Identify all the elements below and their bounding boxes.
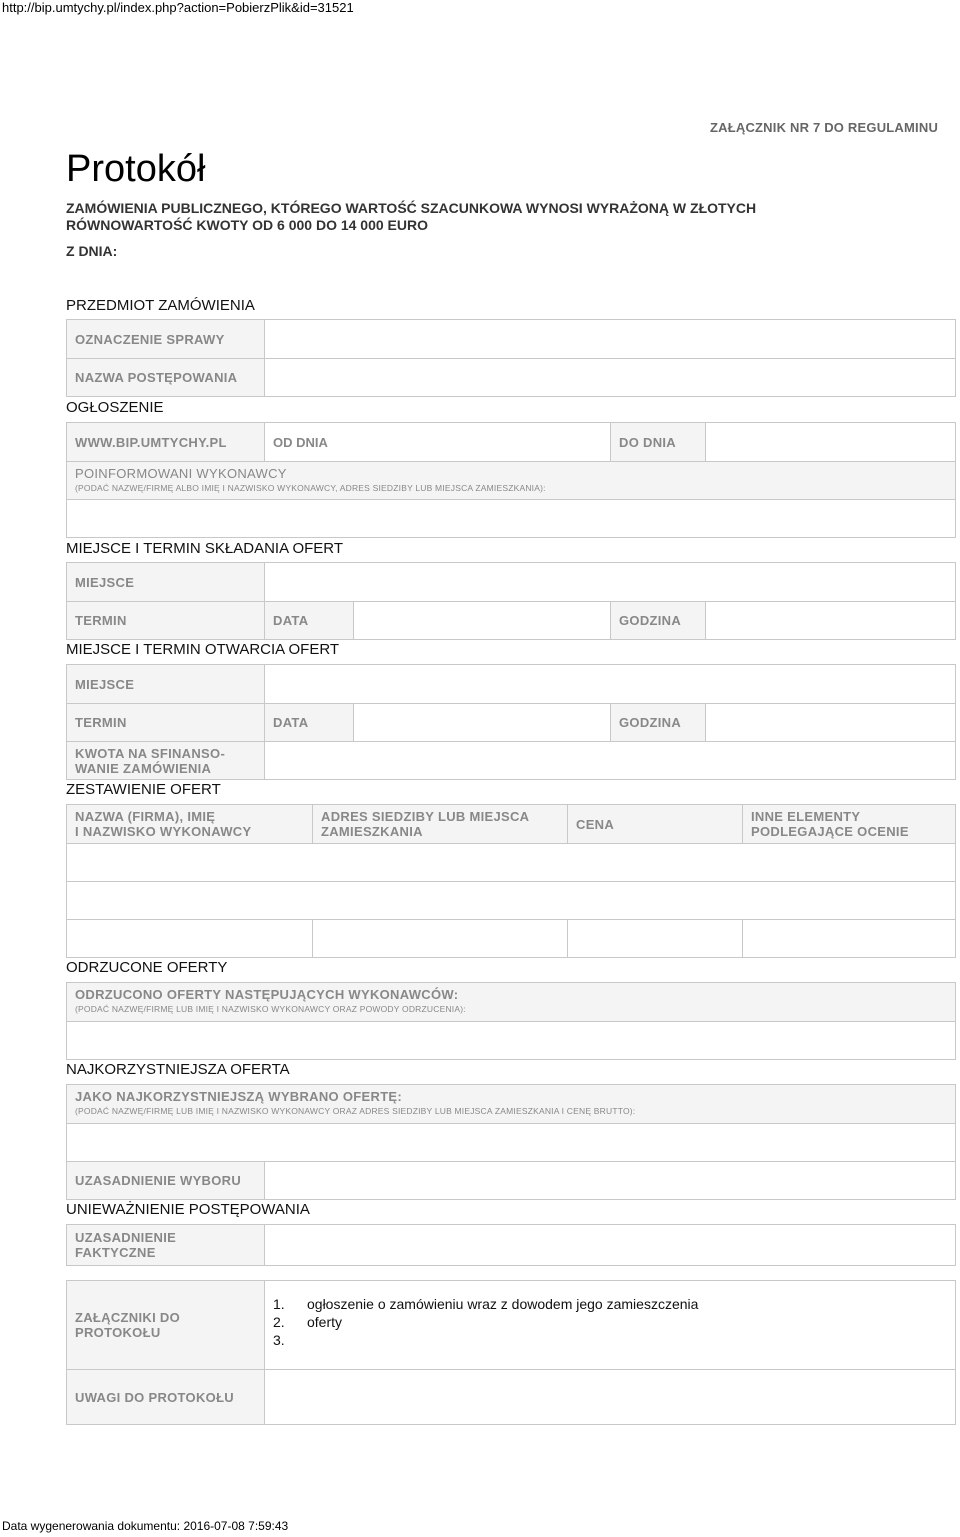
list-item: 2. oferty	[273, 1314, 343, 1330]
table-row	[67, 843, 955, 881]
otwarcie-miejsce-field[interactable]	[264, 665, 955, 703]
do-dnia-field[interactable]	[705, 423, 955, 461]
table-row	[67, 983, 955, 1021]
table-row	[67, 741, 955, 779]
skladanie-table	[66, 562, 956, 640]
list-item: 3.	[273, 1332, 285, 1348]
col-adres-header	[312, 805, 567, 843]
table-row	[67, 805, 955, 843]
table-row	[67, 1225, 955, 1265]
col-nazwa-line-2: I NAZWISKO WYKONAWCY	[75, 824, 252, 839]
najkorzystniejsza-table	[66, 1084, 956, 1200]
ogloszenie-table	[66, 422, 956, 538]
zalaczniki-table	[66, 1280, 956, 1425]
col-cena-header: CENA	[567, 805, 742, 843]
skladanie-miejsce-label: MIEJSCE	[67, 563, 264, 601]
table-row	[67, 1369, 955, 1424]
table-row	[67, 601, 955, 639]
section-heading-skladanie: MIEJSCE I TERMIN SKŁADANIA OFERT	[66, 540, 344, 557]
zestawienie-cell[interactable]	[567, 920, 742, 957]
col-adres-line-2: ZAMIESZKANIA	[321, 824, 423, 839]
annex-label: ZAŁĄCZNIK NR 7 DO REGULAMINU	[710, 120, 939, 135]
col-nazwa-header	[67, 805, 312, 843]
subtitle-line-1: ZAMÓWIENIA PUBLICZNEGO, KTÓREGO WARTOŚĆ SZACUNKOWA WYNOSI WYRAŻONĄ W ZŁOTYCH	[66, 200, 757, 216]
kwota-field[interactable]	[264, 742, 955, 779]
date-label: Z DNIA:	[66, 243, 118, 259]
table-row	[67, 665, 955, 703]
subtitle	[66, 200, 926, 234]
najkorzystniejsza-field[interactable]	[67, 1124, 955, 1161]
section-heading-zestawienie: ZESTAWIENIE OFERT	[66, 781, 221, 798]
table-row	[67, 1281, 955, 1369]
uzasadnienie-wyboru-label: UZASADNIENIE WYBORU	[67, 1162, 264, 1199]
oznaczenie-label: OZNACZENIE SPRAWY	[67, 320, 264, 358]
section-heading-odrzucone: ODRZUCONE OFERTY	[66, 959, 228, 976]
zestawienie-table	[66, 804, 956, 958]
otwarcie-godzina-field[interactable]	[705, 704, 955, 741]
source-url: http://bip.umtychy.pl/index.php?action=PobierzPlik&id=31521	[2, 0, 354, 15]
kwota-label-line-2: WANIE ZAMÓWIENIA	[75, 760, 212, 776]
przedmiot-table	[66, 319, 956, 397]
odrzucone-label	[67, 983, 955, 1021]
poinformowani-field[interactable]	[67, 500, 955, 537]
col-adres-line-1: ADRES SIEDZIBY LUB MIEJSCA	[321, 809, 530, 824]
od-dnia-label: OD DNIA	[273, 434, 328, 450]
col-inne-header	[742, 805, 955, 843]
uzasadnienie-faktyczne-label	[67, 1225, 264, 1265]
table-row	[67, 1085, 955, 1123]
otwarcie-miejsce-label: MIEJSCE	[67, 665, 264, 703]
otwarcie-termin-label: TERMIN	[67, 704, 264, 741]
otwarcie-table	[66, 664, 956, 780]
odrzucone-title: ODRZUCONO OFERTY NASTĘPUJĄCYCH WYKONAWCÓW:	[75, 987, 459, 1002]
page-title: Protokół	[66, 148, 206, 190]
skladanie-godzina-field[interactable]	[705, 602, 955, 639]
nazwa-label: NAZWA POSTĘPOWANIA	[67, 359, 264, 396]
oznaczenie-field[interactable]	[264, 320, 955, 358]
otwarcie-godzina-label: GODZINA	[610, 704, 705, 741]
poinformowani-label	[67, 462, 955, 499]
poinformowani-title: POINFORMOWANI WYKONAWCY	[75, 465, 287, 481]
table-row	[67, 320, 955, 358]
skladanie-termin-label: TERMIN	[67, 602, 264, 639]
odrzucone-field[interactable]	[67, 1022, 955, 1059]
zalaczniki-label	[67, 1281, 264, 1369]
kwota-label	[67, 742, 264, 779]
kwota-label-line-1: KWOTA NA SFINANSO-	[75, 745, 226, 761]
section-heading-najkorzystniejsza: NAJKORZYSTNIEJSZA OFERTA	[66, 1061, 290, 1078]
zestawienie-cell[interactable]	[67, 882, 955, 919]
do-dnia-label: DO DNIA	[610, 423, 705, 461]
zestawienie-cell[interactable]	[742, 920, 955, 957]
zestawienie-cell[interactable]	[67, 920, 312, 957]
uzasadnienie-wyboru-field[interactable]	[264, 1162, 955, 1199]
table-row	[67, 461, 955, 499]
uzasadnienie-faktyczne-line-1: UZASADNIENIE	[75, 1230, 177, 1245]
zalaczniki-label-line-1: ZAŁĄCZNIKI DO	[75, 1310, 180, 1325]
table-row	[67, 703, 955, 741]
uniewaznienie-table	[66, 1224, 956, 1266]
col-inne-line-1: INNE ELEMENTY	[751, 809, 861, 824]
skladanie-miejsce-field[interactable]	[264, 563, 955, 601]
skladanie-godzina-label: GODZINA	[610, 602, 705, 639]
odrzucone-note: (PODAĆ NAZWĘ/FIRMĘ LUB IMIĘ I NAZWISKO WYKONAWCY ORAZ POWODY ODRZUCENIA):	[75, 1004, 466, 1014]
odrzucone-table	[66, 982, 956, 1060]
table-row	[67, 1021, 955, 1059]
otwarcie-data-label: DATA	[264, 704, 353, 741]
attachments-list	[265, 1295, 698, 1349]
table-row	[67, 563, 955, 601]
najkorzystniejsza-label	[67, 1085, 955, 1123]
table-row	[67, 1161, 955, 1199]
col-inne-line-2: PODLEGAJĄCE OCENIE	[751, 824, 909, 839]
najkorzystniejsza-title: JAKO NAJKORZYSTNIEJSZĄ WYBRANO OFERTĘ:	[75, 1089, 403, 1104]
col-nazwa-line-1: NAZWA (FIRMA), IMIĘ	[75, 809, 216, 824]
site-label: WWW.BIP.UMTYCHY.PL	[67, 423, 264, 461]
nazwa-field[interactable]	[264, 359, 955, 396]
section-heading-otwarcie: MIEJSCE I TERMIN OTWARCIA OFERT	[66, 641, 340, 658]
poinformowani-note: (PODAĆ NAZWĘ/FIRMĘ ALBO IMIĘ I NAZWISKO WYKONAWCY, ADRES SIEDZIBY LUB MIEJSCA ZAMIESZKANIA):	[75, 482, 546, 493]
zalaczniki-list	[264, 1281, 955, 1369]
table-row	[67, 358, 955, 396]
zestawienie-cell[interactable]	[67, 844, 955, 881]
uzasadnienie-faktyczne-field[interactable]	[264, 1225, 955, 1265]
otwarcie-data-field[interactable]	[353, 704, 610, 741]
zestawienie-cell[interactable]	[312, 920, 567, 957]
table-row	[67, 919, 955, 957]
generation-date: Data wygenerowania dokumentu: 2016-07-08 7:59:43	[2, 1519, 289, 1533]
skladanie-data-field[interactable]	[353, 602, 610, 639]
uzasadnienie-faktyczne-line-2: FAKTYCZNE	[75, 1245, 156, 1260]
section-heading-uniewaznienie: UNIEWAŻNIENIE POSTĘPOWANIA	[66, 1201, 310, 1218]
section-heading-ogloszenie: OGŁOSZENIE	[66, 399, 164, 416]
najkorzystniejsza-note: (PODAĆ NAZWĘ/FIRMĘ LUB IMIĘ I NAZWISKO WYKONAWCY ORAZ ADRES SIEDZIBY LUB MIEJSCA ZAMIESZKANIA I CENĘ BRUTTO):	[75, 1106, 636, 1116]
table-row	[67, 881, 955, 919]
table-row	[67, 499, 955, 537]
od-dnia-field[interactable]	[264, 423, 610, 461]
zalaczniki-label-line-2: PROTOKOŁU	[75, 1325, 161, 1340]
table-row	[67, 423, 955, 461]
table-row	[67, 1123, 955, 1161]
subtitle-line-2: RÓWNOWARTOŚĆ KWOTY OD 6 000 DO 14 000 EURO	[66, 217, 429, 233]
skladanie-data-label: DATA	[264, 602, 353, 639]
list-item: 1. ogłoszenie o zamówieniu wraz z dowodem jego zamieszczenia	[273, 1296, 699, 1312]
section-heading-przedmiot: PRZEDMIOT ZAMÓWIENIA	[66, 297, 255, 314]
uwagi-label: UWAGI DO PROTOKOŁU	[67, 1370, 264, 1424]
uwagi-field[interactable]	[264, 1370, 955, 1424]
